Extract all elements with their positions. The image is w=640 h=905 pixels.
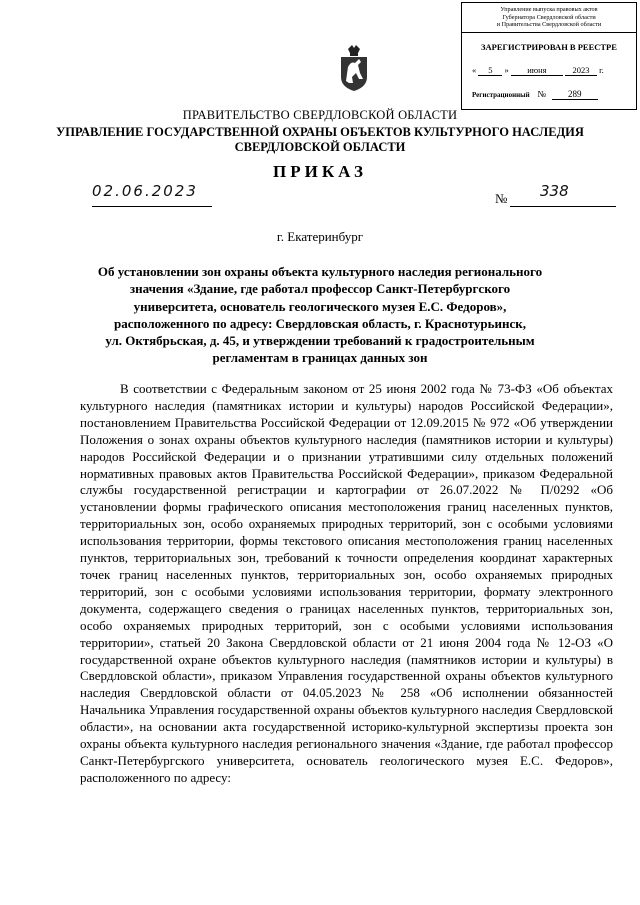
title-line: университета, основатель геологического музея Е.С. Федоров», — [133, 298, 507, 314]
stamp-quote-open: « — [472, 65, 477, 75]
title-line: регламентам в границах данных зон — [212, 350, 428, 366]
stamp-reg-label: Регистрационный — [472, 91, 530, 99]
stamp-header-line: Управление выпуска правовых актов — [500, 6, 598, 13]
coat-of-arms-icon — [338, 43, 370, 93]
stamp-day: 5 — [478, 65, 502, 76]
stamp-title: ЗАРЕГИСТРИРОВАН В РЕЕСТРЕ — [481, 42, 617, 52]
stamp-no-sign: № — [537, 89, 547, 99]
government-name: ПРАВИТЕЛЬСТВО СВЕРДЛОВСКОЙ ОБЛАСТИ — [182, 108, 458, 122]
city: г. Екатеринбург — [276, 229, 364, 244]
stamp-year-suffix: г. — [599, 65, 604, 75]
department-line: СВЕРДЛОВСКОЙ ОБЛАСТИ — [234, 140, 406, 154]
document-title — [80, 263, 560, 367]
stamp-header-line: и Правительства Свердловской области — [496, 21, 602, 28]
title-line: Об установлении зон охраны объекта культурного наследия регионального — [97, 264, 543, 279]
title-line: ул. Октябрьская, д. 45, и утверждении требований к градостроительным — [105, 333, 535, 349]
stamp-date — [472, 65, 632, 76]
title-line: значения «Здание, где работал профессор Санкт-Петербургского — [129, 281, 511, 297]
number-sign: № — [495, 191, 508, 206]
department-line: УПРАВЛЕНИЕ ГОСУДАРСТВЕННОЙ ОХРАНЫ ОБЪЕКТОВ КУЛЬТУРНОГО НАСЛЕДИЯ — [56, 125, 584, 139]
document-type: ПРИКАЗ — [273, 162, 367, 181]
stamp-quote-close: » — [504, 65, 509, 75]
department-name — [40, 125, 600, 155]
stamp-registration — [472, 89, 632, 100]
registration-stamp — [461, 2, 637, 110]
stamp-header — [462, 3, 636, 33]
order-number: 338 — [540, 182, 569, 200]
stamp-month: июня — [511, 65, 563, 76]
body-paragraph: В соответствии с Федеральным законом от 25 июня 2002 года № 73-ФЗ «Об объектах культурного наследия (памятниках истории и культуры) народов Российской Федерации», постановлением Правительства Российской Федерации от 12.09.2015 № 972 «Об утверждении Положения о зонах охраны объектов культурного наследия (памятников истории и культуры) народов Российской Федерации и о признании утратившими силу отдельных положений нормативных правовых актов Правительства Российской Федерации», приказом Федеральной службы государственной регистрации и картографии от 26.07.2022 № П/0292 «Об установлении формы графического описания местоположения границ населенных пунктов, территориальных зон, особо охраняемых природных территорий, зон с особыми условиями использования территории, формы текстового описания местоположения границ населенных пунктов, территориальных зон, требований к точности определения координат характерных точек границ населенных пунктов, территориальных зон, особо охраняемых природных территорий, зон с особыми условиями использования территории, формату электронного документа, содержащего сведения о границах населенных пунктов, территориальных зон, особо охраняемых природных территорий, зон с особыми условиями использования территории», статьей 20 Закона Свердловской области от 21 июня 2004 года № 12-ОЗ «О государственной охране объектов культурного наследия (памятников истории и культуры) в Свердловской области», приказом Управления государственной охраны объектов культурного наследия Свердловской области от 04.05.2023 № 258 «Об исполнении обязанностей Начальника Управления государственной охраны объектов культурного наследия Свердловской области», на основании акта государственной историко-культурной экспертизы проекта зон охраны объекта культурного наследия регионального значения «Здание, где работал профессор Санкт-Петербургского университета, основатель геологического музея Е.С. Федоров», расположенного по адресу: — [80, 381, 613, 785]
stamp-header-line: Губернатора Свердловской области — [502, 13, 596, 21]
order-date: 02.06.2023 — [92, 182, 198, 200]
title-line: расположенного по адресу: Свердловская область, г. Краснотурьинск, — [114, 315, 526, 331]
stamp-year: 2023 — [565, 65, 597, 76]
stamp-reg-number: 289 — [552, 89, 598, 100]
